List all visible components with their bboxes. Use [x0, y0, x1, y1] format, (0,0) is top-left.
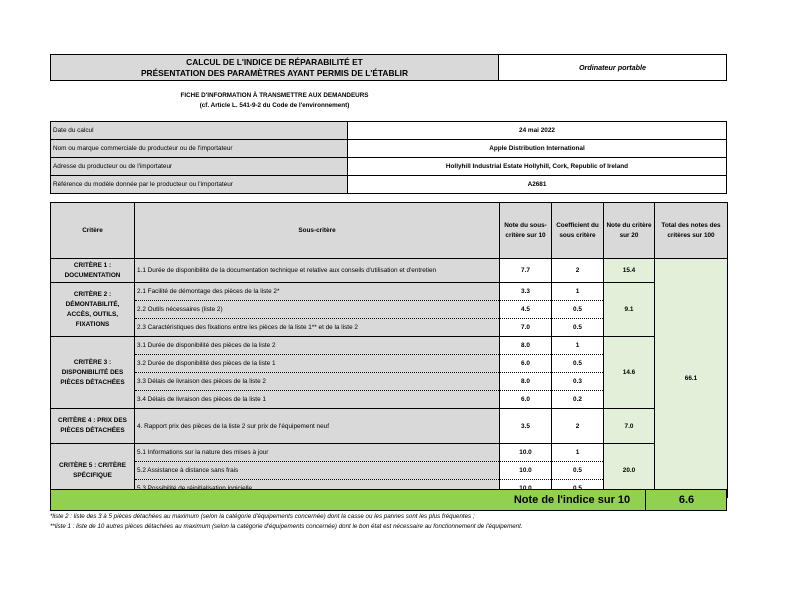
- info-value: Hollyhill Industrial Estate Hollyhill, Cork, Republic of Ireland: [348, 158, 727, 176]
- subcriterion-note: 3.5: [500, 409, 552, 444]
- subcriterion-coef: 0.5: [552, 462, 604, 480]
- title-line-2: PRÉSENTATION DES PARAMÈTRES AYANT PERMIS DE L'ÉTABLIR: [140, 67, 409, 78]
- subcriterion-note: 6.0: [500, 355, 552, 373]
- final-score-value: 6.6: [645, 489, 727, 511]
- col-header-coef: Coefficient du sous critère: [552, 203, 604, 259]
- subcriterion-note: 10.0: [500, 444, 552, 462]
- info-value: Apple Distribution International: [348, 140, 727, 158]
- info-label: Référence du modèle donnée par le producteur ou l'importateur: [51, 176, 348, 194]
- col-header-note-sous: Note du sous-critère sur 10: [500, 203, 552, 259]
- subcriterion-label: 1.1 Durée de disponibilité de la documentation technique et relative aux conseils d'utilisation et d'entretien: [135, 259, 500, 283]
- criterion-1-name: CRITÈRE 1 : DOCUMENTATION: [51, 259, 135, 283]
- subcriterion-coef: 0.2: [552, 391, 604, 409]
- subcriterion-note: 8.0: [500, 373, 552, 391]
- footnote-liste-2: *liste 2 : liste des 3 à 5 pièces détachées au maximum (selon la catégorie d'équipements concernée) dont la casse ou les pannes sont les plus fréquentes ;: [50, 513, 475, 520]
- subcriterion-label: 3.2 Durée de disponibilité des pièces de la liste 1: [135, 355, 500, 373]
- table-row: [51, 259, 728, 283]
- info-row: [51, 176, 727, 194]
- info-row: [51, 140, 727, 158]
- total-score: 66.1: [655, 259, 728, 498]
- subcriterion-label: 2.2 Outils nécessaires (liste 2): [135, 301, 500, 319]
- product-type: Ordinateur portable: [498, 54, 727, 81]
- criterion-5-score: 20.0: [604, 444, 655, 498]
- document-title: [50, 54, 499, 81]
- col-header-note20: Note du critère sur 20: [604, 203, 655, 259]
- subcriterion-note: 7.7: [500, 259, 552, 283]
- subcriterion-label: 4. Rapport prix des pièces de la liste 2 sur prix de l'équipement neuf: [135, 409, 500, 444]
- score-table-header: [51, 203, 728, 259]
- info-label: Adresse du producteur ou de l'importateur: [51, 158, 348, 176]
- subcriterion-label: 3.1 Durée de disponibilité des pièces de la liste 2: [135, 337, 500, 355]
- subcriterion-label: 3.4 Délais de livraison des pièces de la liste 1: [135, 391, 500, 409]
- fiche-line-1: FICHE D'INFORMATION À TRANSMETTRE AUX DEMANDEURS: [180, 92, 369, 99]
- info-row: [51, 122, 727, 140]
- subcriterion-note: 8.0: [500, 337, 552, 355]
- subcriterion-note: 7.0: [500, 319, 552, 337]
- criterion-4-name: CRITÈRE 4 : PRIX DES PIÈCES DÉTACHÉES: [51, 409, 135, 444]
- info-label: Nom ou marque commerciale du producteur ou de l'importateur: [51, 140, 348, 158]
- subcriterion-label: 3.3 Délais de livraison des pièces de la liste 2: [135, 373, 500, 391]
- table-row: [51, 409, 728, 444]
- criterion-2-score: 9.1: [604, 283, 655, 337]
- subcriterion-note: 4.5: [500, 301, 552, 319]
- subcriterion-coef: 1: [552, 283, 604, 301]
- info-label: Date du calcul: [51, 122, 348, 140]
- criterion-1-score: 15.4: [604, 259, 655, 283]
- subcriterion-note: 10.0: [500, 462, 552, 480]
- criterion-4-score: 7.0: [604, 409, 655, 444]
- subcriterion-label: 5.2 Assistance à distance sans frais: [135, 462, 500, 480]
- subcriterion-note: 6.0: [500, 391, 552, 409]
- criterion-5-name: CRITÈRE 5 : CRITÈRE SPÉCIFIQUE: [51, 444, 135, 498]
- subcriterion-coef: 0.3: [552, 373, 604, 391]
- table-row: [51, 444, 728, 462]
- subcriterion-coef: 2: [552, 409, 604, 444]
- info-value: 24 mai 2022: [348, 122, 727, 140]
- subcriterion-note: 3.3: [500, 283, 552, 301]
- info-value: A2681: [348, 176, 727, 194]
- title-line-1: CALCUL DE L'INDICE DE RÉPARABILITÉ ET: [186, 56, 363, 67]
- criterion-3-score: 14.6: [604, 337, 655, 409]
- subcriterion-coef: 0.5: [552, 301, 604, 319]
- table-row: [51, 283, 728, 301]
- fiche-line-2: (cf. Article L. 541-9-2 du Code de l'environnement): [199, 102, 350, 109]
- info-row: [51, 158, 727, 176]
- criterion-3-name: CRITÈRE 3 : DISPONIBILITÉ DES PIÈCES DÉTACHÉES: [51, 337, 135, 409]
- subcriterion-coef: 0.5: [552, 355, 604, 373]
- col-header-total: Total des notes des critères sur 100: [655, 203, 728, 259]
- footnote-liste-1: **liste 1 : liste de 10 autres pièces détachées au maximum (selon la catégorie d'équipements concernée) dont le bon état est nécessaire au fonctionnement de l'équipement.: [50, 523, 523, 530]
- final-score-label: Note de l'indice sur 10: [513, 494, 631, 506]
- subcriterion-coef: 0.5: [552, 319, 604, 337]
- subcriterion-coef: 1: [552, 337, 604, 355]
- info-table: [50, 121, 727, 194]
- col-header-sous-critere: Sous-critère: [135, 203, 500, 259]
- subcriterion-coef: 1: [552, 444, 604, 462]
- subcriterion-label: 5.1 Informations sur la nature des mises à jour: [135, 444, 500, 462]
- fiche-heading: [50, 91, 499, 111]
- subcriterion-coef: 2: [552, 259, 604, 283]
- criterion-2-name: CRITÈRE 2 : DÉMONTABILITÉ, ACCÈS, OUTILS, FIXATIONS: [51, 283, 135, 337]
- table-row: [51, 337, 728, 355]
- subcriterion-label: 2.1 Facilité de démontage des pièces de la liste 2*: [135, 283, 500, 301]
- score-table: [50, 202, 728, 498]
- col-header-critere: Critère: [51, 203, 135, 259]
- subcriterion-label: 2.3 Caractéristiques des fixations entre les pièces de la liste 1** et de la liste 2: [135, 319, 500, 337]
